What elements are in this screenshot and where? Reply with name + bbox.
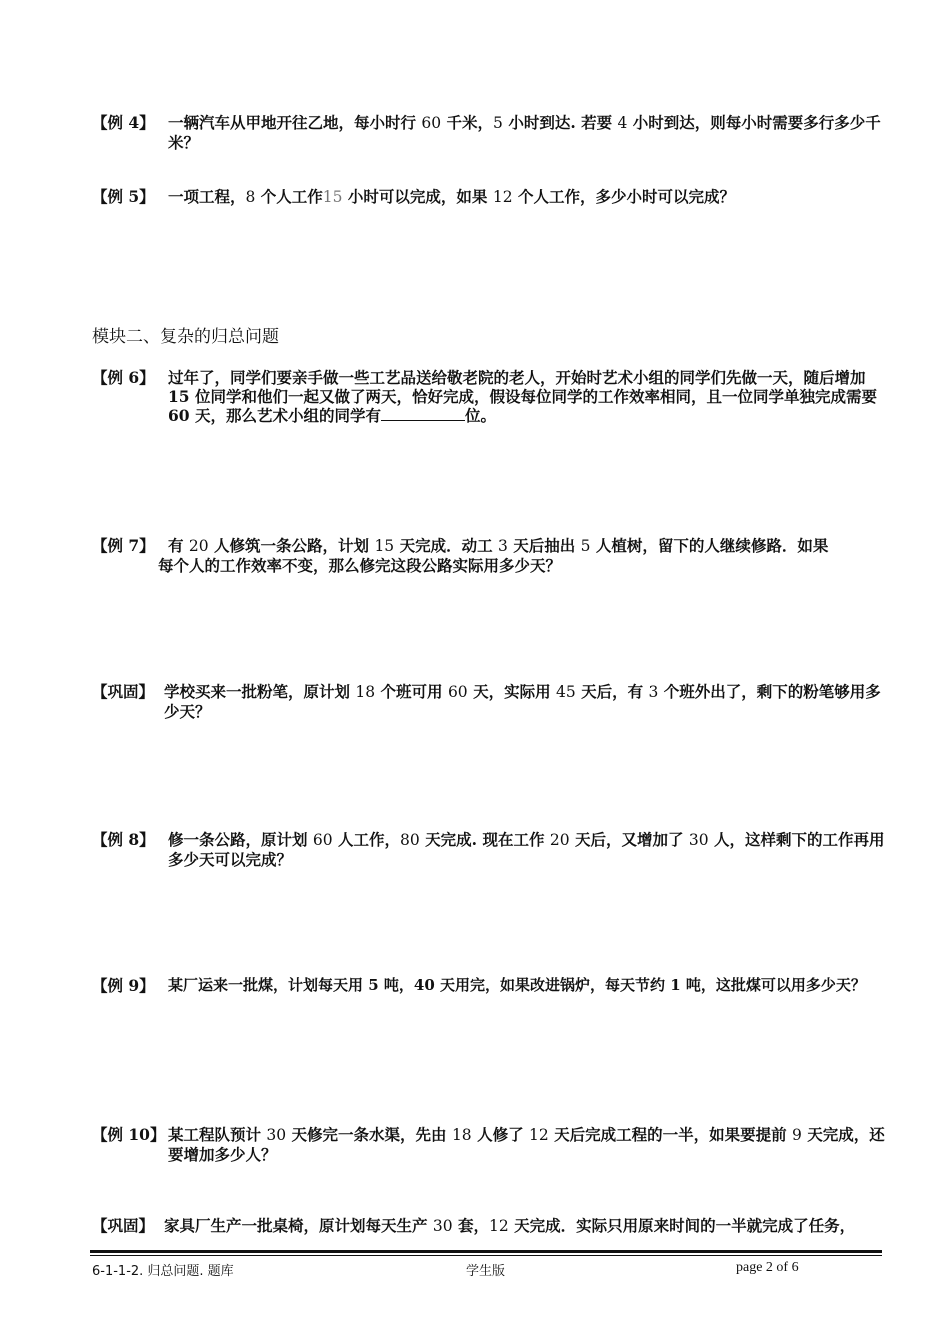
example-10 bbox=[92, 1125, 892, 1164]
example-label: 【例 8】 bbox=[92, 830, 155, 849]
example-text: 一辆汽车从甲地开往乙地，每小时行 60 千米，5 小时到达. 若要 4 小时到达，则每小时需要多行多少千米？ bbox=[168, 113, 881, 152]
footer-center: 学生版 bbox=[466, 1264, 506, 1279]
footer-left: 6-1-1-2. 归总问题. 题库 bbox=[92, 1264, 234, 1279]
example-4 bbox=[92, 113, 892, 152]
example-8 bbox=[92, 830, 892, 869]
example-5 bbox=[92, 187, 892, 207]
example-9 bbox=[92, 976, 902, 995]
example-text: 一项工程，8 个人工作15 小时可以完成，如果 12 个人工作，多少小时可以完成？ bbox=[168, 187, 735, 206]
example-label: 【例 7】 bbox=[92, 536, 155, 555]
example-text: 修一条公路，原计划 60 人工作，80 天完成. 现在工作 20 天后，又增加了 30 人，这样剩下的工作再用多少天可以完成？ bbox=[168, 830, 885, 869]
example-text: 有 20 人修筑一条公路，计划 15 天完成．动工 3 天后抽出 5 人植树，留下的人继续修路．如果 bbox=[168, 536, 829, 555]
example-label: 【例 10】 bbox=[92, 1125, 166, 1144]
consolidation-2 bbox=[92, 1216, 892, 1236]
example-text-continued: 每个人的工作效率不变，那么修完这段公路实际用多少天？ bbox=[158, 556, 562, 575]
example-label: 【巩固】 bbox=[92, 682, 155, 701]
footer-page-number: page 2 of 6 bbox=[736, 1260, 799, 1275]
example-text: 家具厂生产一批桌椅，原计划每天生产 30 套，12 天完成．实际只用原来时间的一半就完成了任务， bbox=[164, 1216, 856, 1235]
answer-blank[interactable] bbox=[381, 406, 465, 421]
example-text: 某厂运来一批煤，计划每天用 5 吨，40 天用完，如果改进锅炉，每天节约 1 吨，这批煤可以用多少天？ bbox=[168, 976, 866, 994]
example-6 bbox=[92, 368, 892, 425]
footer-rule-thick bbox=[90, 1250, 882, 1253]
example-text: 某工程队预计 30 天修完一条水渠，先由 18 人修了 12 天后完成工程的一半，如果要提前 9 天完成，还要增加多少人？ bbox=[168, 1125, 885, 1164]
section-title: 模块二、复杂的归总问题 bbox=[92, 327, 279, 347]
example-label: 【例 6】 bbox=[92, 368, 155, 387]
example-label: 【例 9】 bbox=[92, 976, 155, 995]
example-label: 【例 4】 bbox=[92, 113, 155, 132]
example-label: 【巩固】 bbox=[92, 1216, 155, 1235]
example-text: 学校买来一批粉笔，原计划 18 个班可用 60 天，实际用 45 天后，有 3 个班外出了，剩下的粉笔够用多少天？ bbox=[164, 682, 881, 721]
example-7 bbox=[92, 536, 892, 575]
consolidation-1 bbox=[92, 682, 892, 721]
example-label: 【例 5】 bbox=[92, 187, 155, 206]
example-text: 过年了，同学们要亲手做一些工艺品送给敬老院的老人，开始时艺术小组的同学们先做一天，随后增加 15 位同学和他们一起又做了两天，恰好完成，假设每位同学的工作效率相同，且一位同学单独完成需要 60 天，那么艺术小组的同学有 位。 bbox=[168, 368, 877, 425]
footer-rule-thin bbox=[90, 1255, 882, 1256]
